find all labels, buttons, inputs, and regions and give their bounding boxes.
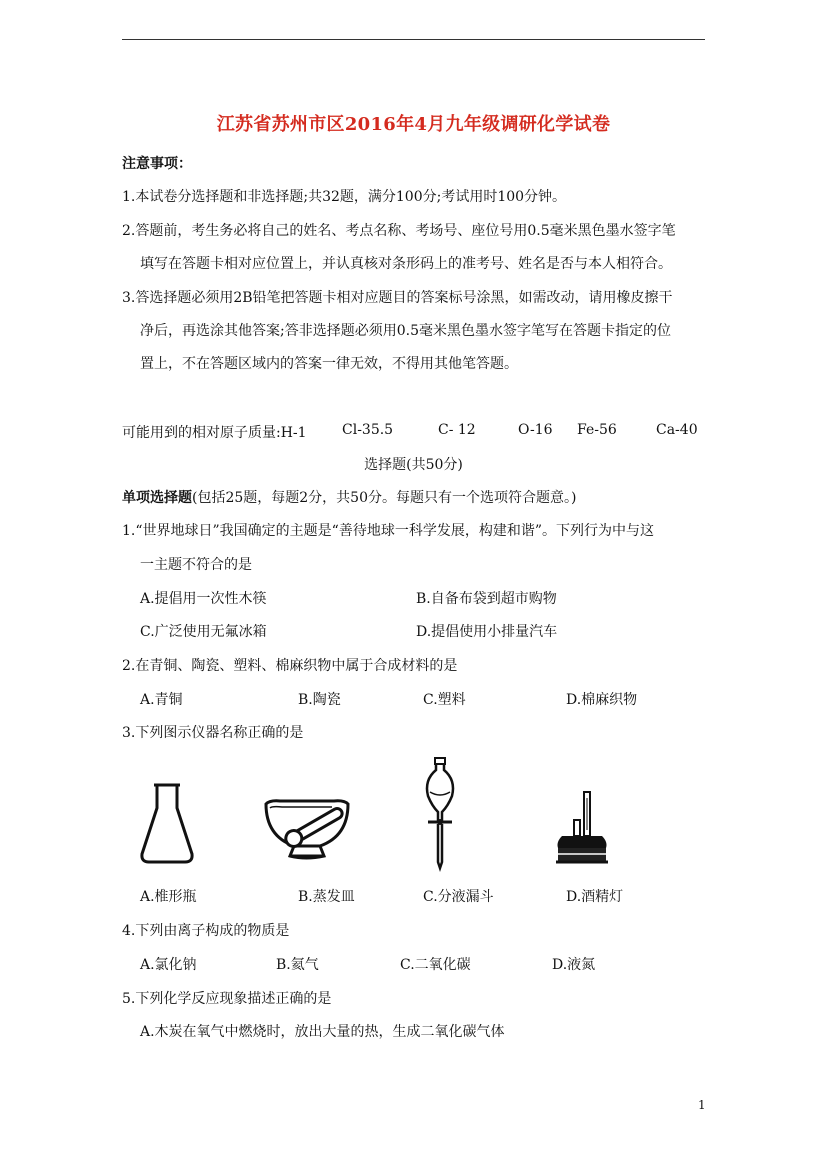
notice-item-3-cont: 净后，再选涂其他答案;答非选择题必须用0.5毫米黑色墨水签字笔写在答题卡指定的位 xyxy=(140,323,671,339)
atomic-mass-ca: Ca-40 xyxy=(656,422,698,438)
q3-stem: 3.下列图示仪器名称正确的是 xyxy=(122,725,304,741)
atomic-mass-fe: Fe-56 xyxy=(577,422,617,438)
q2-option-d: D.棉麻织物 xyxy=(566,692,638,708)
notice-item-2-cont: 填写在答题卡相对应位置上，并认真核对条形码上的准考号、姓名是否与本人相符合。 xyxy=(140,256,672,272)
atomic-mass-o: O-16 xyxy=(518,422,553,438)
section-intro xyxy=(122,487,576,507)
header-rule xyxy=(122,39,705,40)
q2-option-c: C.塑料 xyxy=(423,692,466,708)
q1-option-c: C.广泛使用无氟冰箱 xyxy=(140,624,267,640)
section-title: 选择题(共50分) xyxy=(364,457,463,473)
notice-item-3: 3.答选择题必须用2B铅笔把答题卡相对应题目的答案标号涂黑，如需改动，请用橡皮擦干 xyxy=(122,290,673,306)
atomic-mass-c: C- 12 xyxy=(438,422,476,438)
q4-option-c: C.二氧化碳 xyxy=(400,957,471,973)
notice-item-3-cont2: 置上，不在答题区域内的答案一律无效，不得用其他笔答题。 xyxy=(140,356,518,372)
exam-title: 江苏省苏州市区2016年4月九年级调研化学试卷 xyxy=(216,114,611,135)
notice-item-1: 1.本试卷分选择题和非选择题;共32题，满分100分;考试用时100分钟。 xyxy=(122,189,567,205)
q2-option-a: A.青铜 xyxy=(140,692,183,708)
section-intro-rest: (包括25题，每题2分，共50分。每题只有一个选项符合题意。) xyxy=(192,490,577,506)
section-intro-bold: 单项选择题 xyxy=(122,490,192,506)
notice-item-2: 2.答题前，考生务必将自己的姓名、考点名称、考场号、座位号用0.5毫米黑色墨水签字笔 xyxy=(122,223,676,239)
q5-option-a: A.木炭在氧气中燃烧时，放出大量的热，生成二氧化碳气体 xyxy=(140,1024,505,1040)
atomic-mass-label: 可能用到的相对原子质量:H-1 xyxy=(122,425,307,441)
q4-option-d: D.液氮 xyxy=(552,957,596,973)
q5-stem: 5.下列化学反应现象描述正确的是 xyxy=(122,991,332,1007)
q4-option-b: B.氦气 xyxy=(276,957,319,973)
page-number: 1 xyxy=(698,1098,706,1112)
q3-option-d: D.酒精灯 xyxy=(566,889,624,905)
conical-flask-icon xyxy=(138,782,196,866)
separatory-funnel-icon xyxy=(420,756,460,872)
notice-heading: 注意事项： xyxy=(122,156,192,172)
q1-option-d: D.提倡使用小排量汽车 xyxy=(416,624,558,640)
q3-option-b: B.蒸发皿 xyxy=(298,889,355,905)
q1-option-a: A.提倡用一次性木筷 xyxy=(140,591,267,607)
q4-stem: 4.下列由离子构成的物质是 xyxy=(122,923,290,939)
mortar-pestle-icon xyxy=(260,792,352,866)
q4-option-a: A.氯化钠 xyxy=(140,957,197,973)
q2-stem: 2.在青铜、陶瓷、塑料、棉麻织物中属于合成材料的是 xyxy=(122,658,458,674)
q1-stem: 1.“世界地球日”我国确定的主题是“善待地球一科学发展，构建和谐”。下列行为中与这 xyxy=(122,523,654,539)
q3-option-a: A.椎形瓶 xyxy=(140,889,197,905)
atomic-mass-cl: Cl-35.5 xyxy=(342,422,394,438)
q2-option-b: B.陶瓷 xyxy=(298,692,341,708)
q3-option-c: C.分液漏斗 xyxy=(423,889,494,905)
q1-stem-cont: 一主题不符合的是 xyxy=(140,557,252,573)
alcohol-lamp-icon xyxy=(556,790,608,866)
q1-option-b: B.自备布袋到超市购物 xyxy=(416,591,557,607)
